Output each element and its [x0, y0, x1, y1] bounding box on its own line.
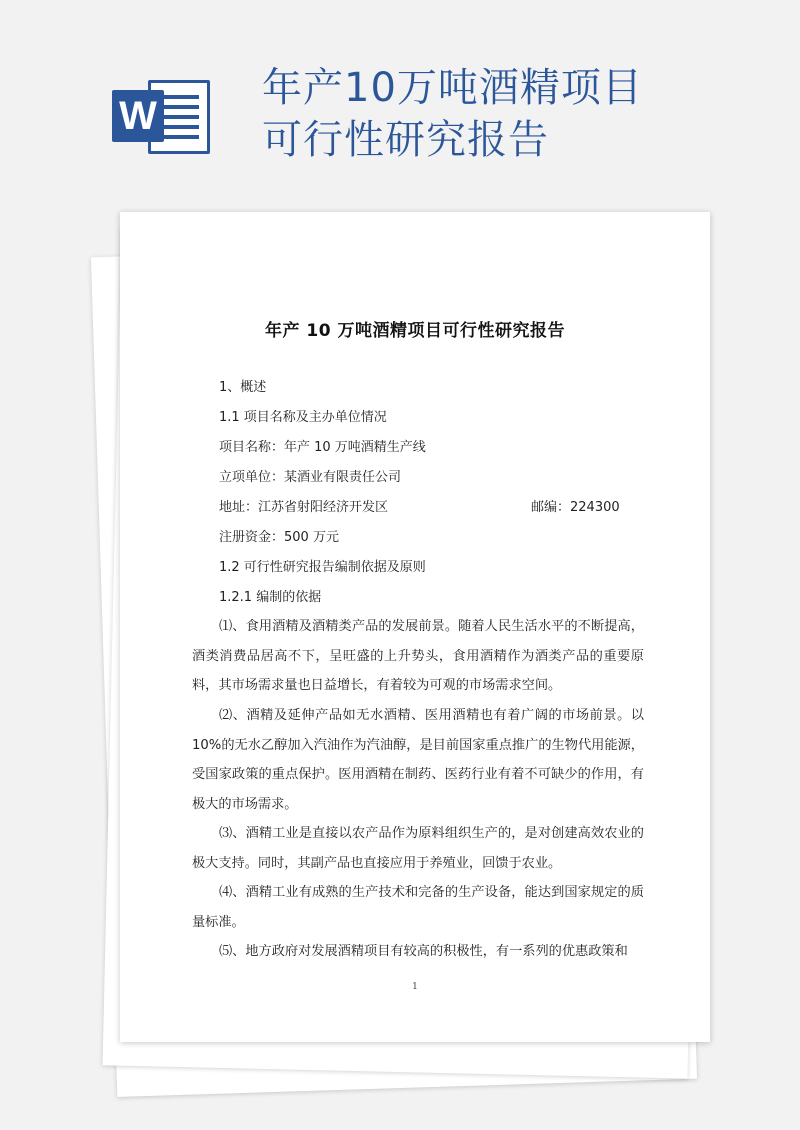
word-logo-icon	[112, 78, 212, 158]
postcode: 邮编：224300	[531, 500, 620, 515]
paragraph: ⑷、酒精工业有成熟的生产技术和完备的生产设备，能达到国家规定的质量标准。	[192, 885, 644, 930]
paragraph: ⑵、酒精及延伸产品如无水酒精、医用酒精也有着广阔的市场前景。以10%的无水乙醇加入汽油作为汽油醇，是目前国家重点推广的生物代用能源，受国家政策的重点保护。医用酒精在制药、医药行业有着不可缺少的作用，有极大的市场需求。	[192, 708, 644, 812]
registered-capital: 注册资金：500 万元	[219, 530, 339, 545]
document-page	[120, 212, 710, 1042]
paragraph: ⑴、食用酒精及酒精类产品的发展前景。随着人民生活水平的不断提高，酒类消费品居高不下，呈旺盛的上升势头，食用酒精作为酒类产品的重要原料，其市场需求量也日益增长，有着较为可观的市场需求空间。	[192, 619, 644, 693]
project-unit: 立项单位：某酒业有限责任公司	[219, 470, 402, 485]
banner-title-line1: 年产10万吨酒精项目	[262, 65, 643, 111]
address: 地址：江苏省射阳经济开发区	[219, 500, 389, 515]
paragraph: ⑸、地方政府对发展酒精项目有较高的积极性，有一系列的优惠政策和	[219, 944, 628, 959]
banner-title-line2: 可行性研究报告	[262, 117, 549, 163]
section-heading: 1、概述	[219, 380, 267, 395]
word-letter: W	[112, 90, 164, 142]
address-line	[219, 498, 620, 518]
paragraph: ⑶、酒精工业是直接以农产品作为原料组织生产的，是对创建高效农业的极大支持。同时，其副产品也直接应用于养殖业，回馈于农业。	[192, 826, 644, 871]
subsection-heading: 1.2 可行性研究报告编制依据及原则	[219, 560, 426, 575]
project-name: 项目名称：年产 10 万吨酒精生产线	[219, 440, 426, 455]
document-title: 年产 10 万吨酒精项目可行性研究报告	[265, 321, 565, 341]
page-number: 1	[412, 982, 418, 992]
banner-title	[262, 62, 682, 166]
subsection-heading: 1.1 项目名称及主办单位情况	[219, 410, 387, 425]
subsubsection-heading: 1.2.1 编制的依据	[219, 590, 322, 605]
